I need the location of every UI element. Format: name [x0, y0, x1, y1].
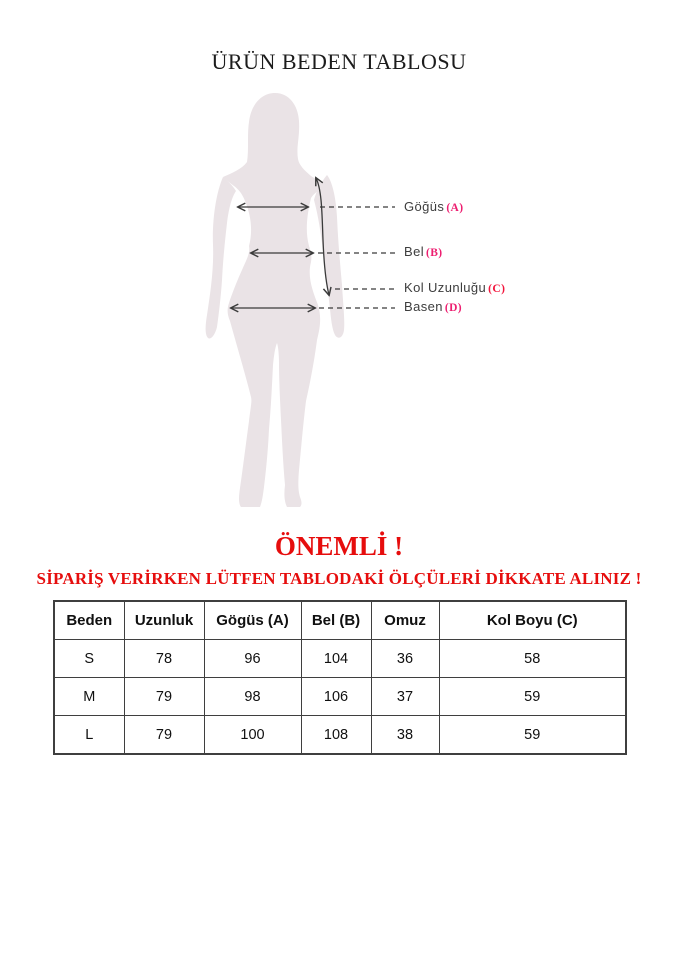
size-table	[53, 600, 627, 755]
cell-omuz: 38	[371, 716, 439, 755]
cell-omuz: 36	[371, 640, 439, 678]
measurement-marker-c: (C)	[488, 283, 506, 295]
cell-uzunluk: 78	[124, 640, 204, 678]
measurement-marker-d: (D)	[444, 302, 463, 314]
size-row-m	[54, 678, 626, 716]
cell-kol: 58	[439, 640, 626, 678]
cell-uzunluk: 79	[124, 716, 204, 755]
column-header-gogus: Gögüs (A)	[204, 601, 301, 640]
important-heading: ÖNEMLİ !	[274, 531, 404, 561]
torso-head-legs-shape	[223, 93, 325, 507]
measurement-label-waist	[404, 244, 443, 261]
cell-bel: 104	[301, 640, 371, 678]
column-header-beden: Beden	[54, 601, 124, 640]
cell-gogus: 100	[204, 716, 301, 755]
cell-kol: 59	[439, 716, 626, 755]
page-title: ÜRÜN BEDEN TABLOSU	[211, 49, 467, 74]
cell-size: S	[54, 640, 124, 678]
column-header-omuz: Omuz	[371, 601, 439, 640]
measurement-label-waist-text: Bel	[404, 244, 424, 259]
column-header-bel: Bel (B)	[301, 601, 371, 640]
cell-gogus: 98	[204, 678, 301, 716]
measurement-label-arm-length	[404, 280, 505, 297]
size-row-s	[54, 640, 626, 678]
cell-bel: 108	[301, 716, 371, 755]
measurement-label-arm-length-text: Kol Uzunluğu	[404, 280, 487, 295]
measurement-marker-b: (B)	[426, 247, 443, 259]
cell-size: L	[54, 716, 124, 755]
important-warning: SİPARİŞ VERİRKEN LÜTFEN TABLODAKİ ÖLÇÜLERİ DİKKATE ALINIZ !	[36, 569, 642, 588]
cell-kol: 59	[439, 678, 626, 716]
measurement-marker-a: (A)	[446, 202, 464, 214]
column-header-kol-boyu: Kol Boyu (C)	[439, 601, 626, 640]
size-row-l	[54, 716, 626, 755]
cell-uzunluk: 79	[124, 678, 204, 716]
cell-gogus: 96	[204, 640, 301, 678]
measurement-label-hip-text: Basen	[404, 299, 443, 314]
measurement-label-chest	[404, 199, 463, 216]
cell-size: M	[54, 678, 124, 716]
measurement-label-chest-text: Göğüs	[404, 199, 445, 214]
cell-bel: 106	[301, 678, 371, 716]
body-silhouette	[206, 93, 345, 507]
cell-omuz: 37	[371, 678, 439, 716]
measurement-diagram	[190, 85, 410, 515]
measurement-label-hip	[404, 299, 462, 316]
size-table-header-row	[54, 601, 626, 640]
column-header-uzunluk: Uzunluk	[124, 601, 204, 640]
